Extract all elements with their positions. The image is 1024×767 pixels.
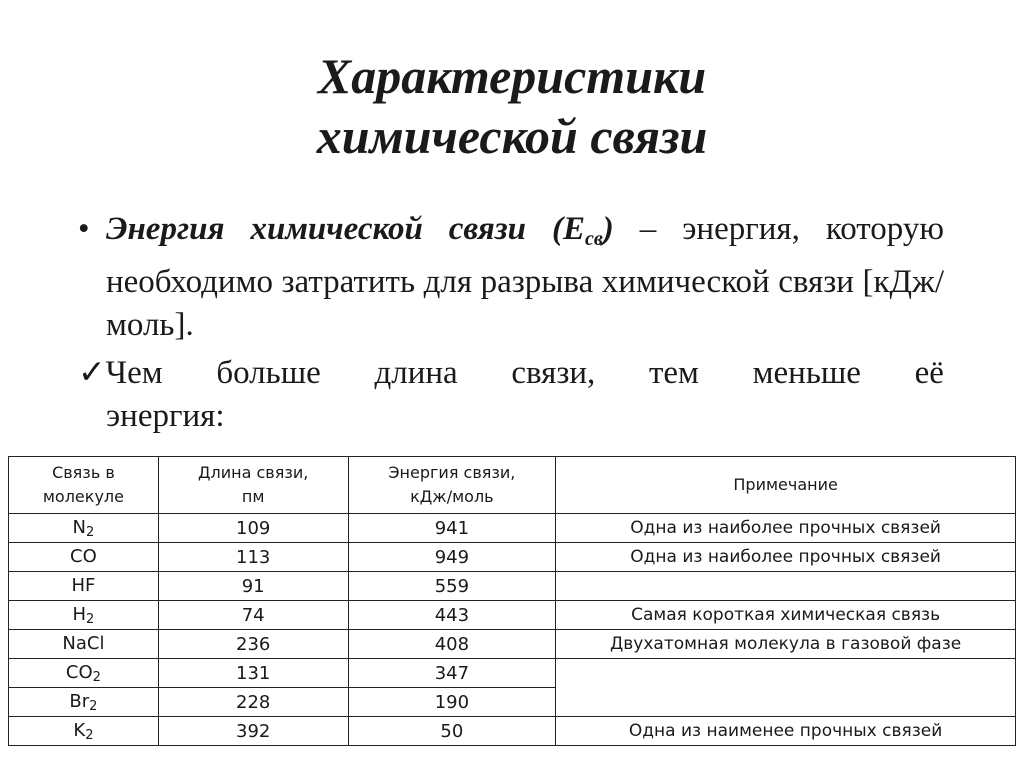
table-header-row: [9, 457, 1016, 514]
bullet-icon: •: [78, 211, 90, 247]
rule-word-1: ✓Чем: [78, 355, 163, 391]
rule-checkmark-item: [78, 352, 944, 438]
definition-term: Энергия химической связи (E: [106, 211, 585, 247]
title-line-1: Характеристики: [317, 48, 707, 104]
cell-bond: CO2: [9, 659, 159, 688]
cell-note: Одна из наиболее прочных связей: [556, 514, 1016, 543]
rule-word-7: её: [914, 355, 944, 391]
cell-length: 91: [158, 572, 348, 601]
cell-length: 392: [158, 717, 348, 746]
cell-energy: 941: [348, 514, 556, 543]
definition-text: [78, 208, 944, 347]
cell-length: 113: [158, 543, 348, 572]
table-row: [9, 659, 1016, 688]
page-title: [0, 46, 1024, 166]
cell-note: [556, 572, 1016, 601]
cell-energy: 190: [348, 688, 556, 717]
rule-word-6: меньше: [752, 355, 861, 391]
table-row: [9, 514, 1016, 543]
cell-length: 131: [158, 659, 348, 688]
cell-energy: 347: [348, 659, 556, 688]
rule-word-4: связи,: [511, 355, 596, 391]
cell-bond: Br2: [9, 688, 159, 717]
cell-bond: CO: [9, 543, 159, 572]
cell-energy: 408: [348, 630, 556, 659]
table-row: [9, 543, 1016, 572]
cell-note: Одна из наиболее прочных связей: [556, 543, 1016, 572]
rule-line-1: [78, 352, 944, 395]
header-length: Длина связи, пм: [158, 457, 348, 514]
definition-body: – энергия, которую необходимо затратить для разрыва химической связи [кДж/моль].: [106, 211, 944, 343]
header-energy: Энергия связи, кДж/моль: [348, 457, 556, 514]
cell-bond: N2: [9, 514, 159, 543]
cell-bond: K2: [9, 717, 159, 746]
definition-bullet: [78, 208, 944, 347]
cell-energy: 559: [348, 572, 556, 601]
cell-bond: HF: [9, 572, 159, 601]
header-note: Примечание: [556, 457, 1016, 514]
checkmark-icon: ✓: [78, 355, 106, 391]
cell-bond: NaCl: [9, 630, 159, 659]
table-row: [9, 572, 1016, 601]
cell-energy: 949: [348, 543, 556, 572]
cell-energy: 50: [348, 717, 556, 746]
definition-term-close: ): [602, 211, 614, 247]
rule-line-2: энергия:: [106, 398, 225, 434]
cell-length: 228: [158, 688, 348, 717]
definition-term-subscript: св: [584, 228, 603, 250]
cell-note: Одна из наименее прочных связей: [556, 717, 1016, 746]
header-bond: Связь в молекуле: [9, 457, 159, 514]
cell-length: 236: [158, 630, 348, 659]
cell-length: 74: [158, 601, 348, 630]
cell-bond: H2: [9, 601, 159, 630]
cell-note: Двухатомная молекула в газовой фазе: [556, 630, 1016, 659]
cell-note: Самая короткая химическая связь: [556, 601, 1016, 630]
cell-note: [556, 688, 1016, 717]
cell-energy: 443: [348, 601, 556, 630]
cell-note: [556, 659, 1016, 688]
table-row: [9, 601, 1016, 630]
rule-word-2: больше: [216, 355, 321, 391]
table-row: [9, 630, 1016, 659]
table-row: [9, 717, 1016, 746]
table-row: [9, 688, 1016, 717]
cell-length: 109: [158, 514, 348, 543]
bond-table: [8, 456, 1016, 746]
title-line-2: химической связи: [316, 108, 708, 164]
rule-word-5: тем: [648, 355, 699, 391]
rule-word-3: длина: [374, 355, 458, 391]
